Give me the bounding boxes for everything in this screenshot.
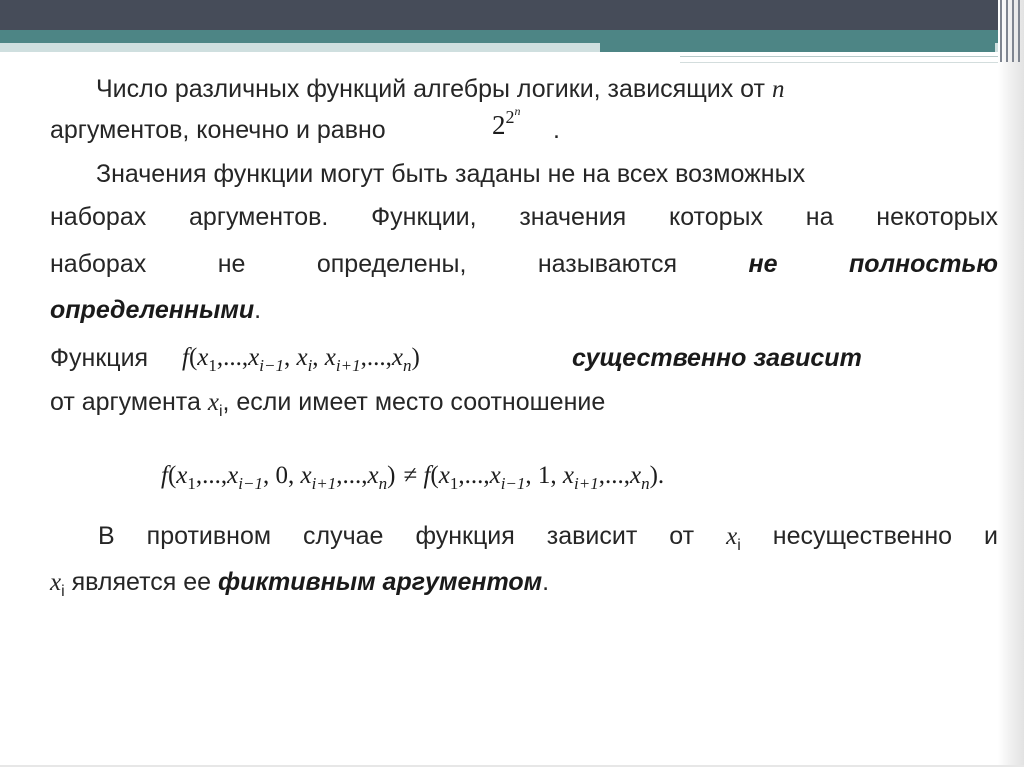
edge-rule [1012, 0, 1014, 62]
power-exp-base: 2 [505, 107, 515, 127]
eq-sub-im1: i−1 [500, 474, 526, 493]
p3-line2 [50, 386, 605, 428]
p1-line2-text: аргументов, конечно и равно [50, 116, 386, 144]
eq-one-part: , 1, [525, 462, 557, 489]
header-band [0, 0, 1024, 30]
eq-sub-im1: i−1 [238, 474, 263, 493]
p4-line1 [98, 520, 998, 562]
eq-sub-ip1: i+1 [311, 474, 337, 493]
p4-line2 [50, 566, 549, 608]
header-accent-block [600, 43, 995, 52]
eq-ellipsis: ,..., [336, 462, 368, 489]
eq-close: ) [387, 462, 396, 489]
p2-line3-word: определены, [316, 250, 467, 278]
p2-line1 [96, 158, 805, 190]
eq-f: f [161, 462, 168, 489]
power-base: 2 [492, 110, 506, 140]
p4-xi-i: i [61, 583, 65, 600]
p2-term-line2: определенными [50, 296, 255, 324]
p3-line2-post: , если имеет место соотношение [222, 388, 606, 416]
formula-sub-1: 1 [208, 356, 217, 375]
eq-x: x [562, 462, 574, 489]
eq-x: x [300, 462, 312, 489]
eq-sub-1: 1 [449, 474, 459, 493]
p2-line3-word: называются [537, 250, 678, 278]
p2-line3-word: наборах [50, 250, 147, 278]
p4-xi-x: x [726, 523, 738, 550]
power-formula [492, 104, 521, 140]
p2-period: . [254, 296, 262, 324]
p1-n-var: n [771, 76, 785, 103]
formula-sub-i: i [307, 356, 313, 375]
formula-x: x [391, 344, 403, 371]
formula-ellipsis: ,..., [216, 344, 249, 371]
eq-zero-part: , 0, [262, 462, 295, 489]
eq-x: x [438, 462, 450, 489]
p4-line2-mid: является ее [71, 568, 212, 596]
page-edge-shadow [998, 0, 1024, 767]
eq-ellipsis: ,..., [458, 462, 490, 489]
p2-line2-text: наборах аргументов. Функции, значения которых на некоторых [50, 203, 998, 231]
eq-close-end: ). [649, 462, 665, 489]
p1-line2 [50, 114, 386, 146]
eq-x: x [367, 462, 379, 489]
p4-line1-post: несущественно и [772, 522, 999, 550]
eq-ellipsis: ,..., [598, 462, 630, 489]
formula-x: x [248, 344, 260, 371]
eq-sub-1: 1 [187, 474, 196, 493]
header-thin-lines [680, 56, 1000, 63]
p2-line4 [50, 294, 261, 326]
xi-i: i [218, 403, 223, 420]
formula-f: f [182, 344, 189, 371]
p1-line1 [96, 73, 784, 106]
p2-line2 [50, 201, 998, 233]
edge-rule [1000, 0, 1002, 62]
function-formula [182, 343, 420, 373]
eq-sub-n: n [378, 474, 388, 493]
eq-open: ( [430, 462, 439, 489]
eq-open: ( [167, 462, 177, 489]
p2-term-word: полностью [848, 250, 998, 278]
eq-sub-n: n [641, 474, 650, 493]
formula-ellipsis: ,..., [360, 344, 392, 371]
edge-rule [1006, 0, 1008, 62]
inequality-formula [161, 461, 664, 491]
formula-comma: , [283, 344, 291, 371]
p3-line2-pre: от аргумента [50, 388, 201, 416]
p4-term: фиктивным аргументом [217, 568, 543, 596]
formula-sub-n: n [402, 356, 412, 375]
p4-period: . [542, 568, 550, 596]
formula-sub-im1: i−1 [259, 356, 284, 375]
header-accent-band [0, 30, 1024, 43]
p4-xi-x: x [50, 569, 62, 596]
p3-term: существенно зависит [572, 344, 862, 372]
p4-xi-i: i [737, 537, 741, 554]
eq-x: x [176, 462, 188, 489]
formula-close: ) [411, 344, 420, 371]
p2-line3-word: не [217, 250, 246, 278]
xi-x: x [207, 389, 219, 416]
formula-sub-ip1: i+1 [335, 356, 361, 375]
p2-line3 [50, 248, 998, 280]
formula-comma: , [312, 344, 319, 371]
eq-x: x [489, 462, 501, 489]
eq-x: x [629, 462, 642, 489]
eq-neq: ≠ [403, 462, 418, 489]
p3-lead: Функция [50, 344, 149, 372]
p2-line1-text: Значения функции могут быть заданы не на всех возможных [96, 160, 806, 188]
formula-x: x [296, 344, 308, 371]
eq-x: x [227, 462, 239, 489]
eq-f: f [423, 462, 431, 489]
p4-line1-text: В противном случае функция зависит от [98, 522, 695, 550]
formula-open: ( [188, 344, 198, 371]
formula-x: x [197, 344, 209, 371]
eq-ellipsis: ,..., [195, 462, 228, 489]
formula-x: x [324, 344, 336, 371]
p1-period: . [553, 116, 560, 144]
p1-line1-text: Число различных функций алгебры логики, зависящих от [96, 75, 765, 103]
power-exp-exp: n [514, 104, 521, 118]
p2-term-word: не [748, 250, 778, 278]
eq-sub-ip1: i+1 [574, 474, 599, 493]
edge-rule [1018, 0, 1020, 62]
